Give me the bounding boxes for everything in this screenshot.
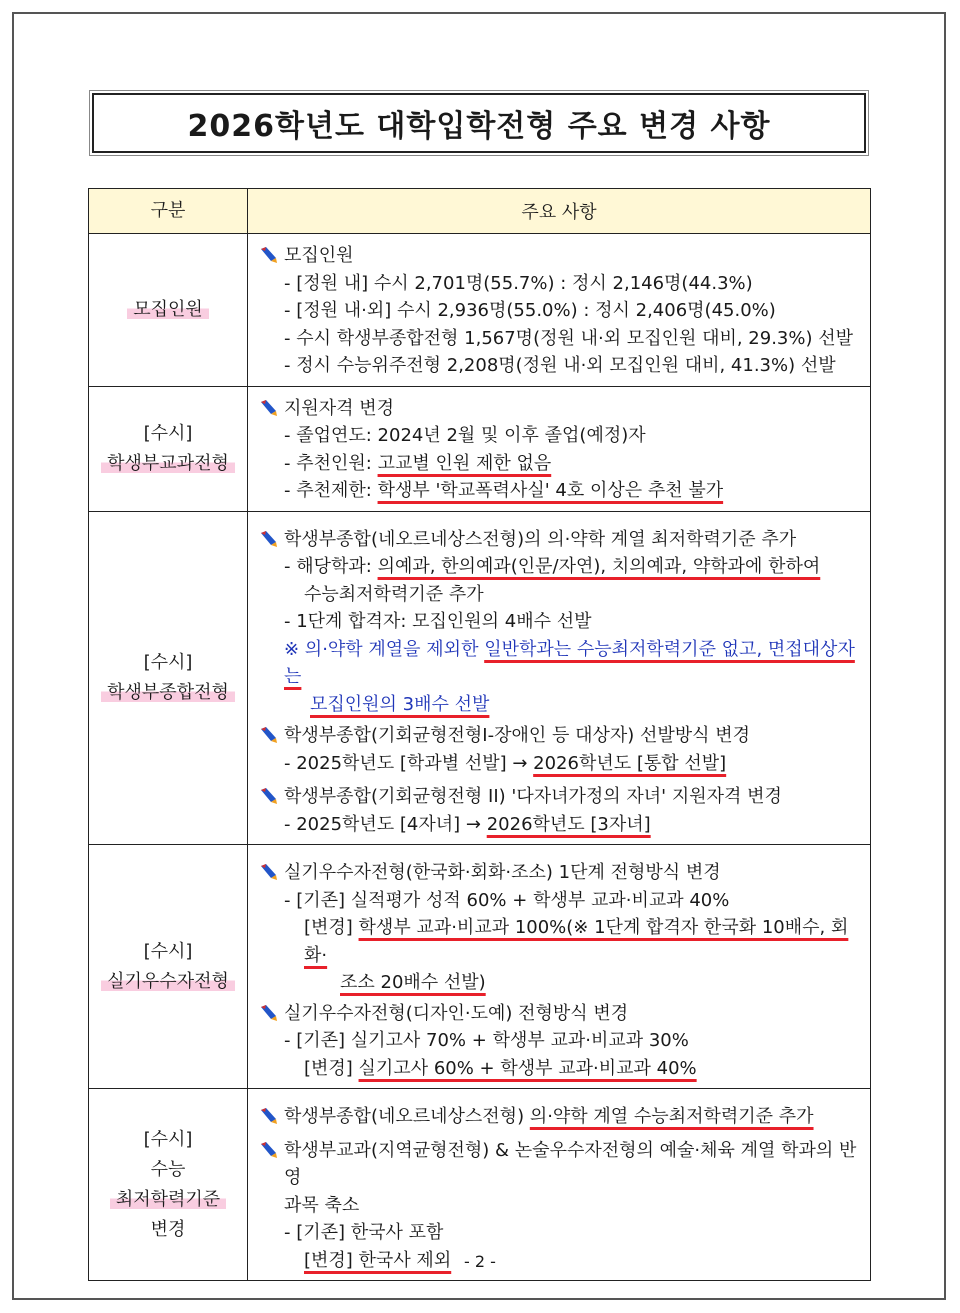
category-label: 변경 bbox=[150, 1218, 186, 1240]
underlined-text: 모집인원의 3배수 선발 bbox=[310, 693, 490, 715]
item-line: - [정원 내·외] 수시 2,936명(55.0%) : 정시 2,406명(45.0%) bbox=[284, 300, 776, 321]
pencil-icon bbox=[258, 399, 278, 417]
header-content: 주요 사항 bbox=[248, 189, 871, 234]
item-heading-cont: 과목 축소 bbox=[284, 1194, 360, 1216]
item-heading: 학생부종합(기회균형전형 II) '다자녀가정의 자녀' 지원자격 변경 bbox=[284, 786, 782, 807]
item-line bbox=[284, 914, 862, 969]
item-line bbox=[284, 811, 862, 839]
content-cell bbox=[248, 845, 871, 1089]
item-line bbox=[284, 969, 862, 997]
category-label: 실기우수자전형 bbox=[101, 971, 235, 992]
line-prefix: [변경] bbox=[304, 1057, 359, 1079]
page-title: 2026학년도 대학입학전형 주요 변경 사항 bbox=[187, 109, 771, 144]
category-label: 최저학력기준 bbox=[110, 1189, 226, 1210]
category-cell bbox=[89, 386, 248, 511]
pencil-icon bbox=[258, 246, 278, 264]
item-line: 수능최저학력기준 추가 bbox=[304, 583, 484, 605]
line-prefix: - 추천제한: bbox=[284, 480, 378, 501]
item-line bbox=[284, 477, 862, 505]
category-label: [수시] bbox=[143, 1128, 193, 1150]
item-line bbox=[284, 553, 862, 581]
line-prefix: - 2025학년도 [학과별 선발] → bbox=[284, 752, 534, 774]
line-prefix: - 추천인원: bbox=[284, 452, 378, 474]
underlined-text: 학생부 '학교폭력사실' 4호 이상은 추천 불가 bbox=[377, 480, 724, 501]
category-cell bbox=[89, 234, 248, 387]
content-cell bbox=[248, 511, 871, 845]
item-heading: 지원자격 변경 bbox=[284, 397, 395, 419]
item-heading: 모집인원 bbox=[284, 245, 354, 266]
note-prefix: ※ 의·약학 계열을 제외한 bbox=[284, 638, 485, 660]
underlined-text: [변경] 한국사 제외 bbox=[304, 1249, 452, 1271]
table-row bbox=[89, 511, 871, 845]
category-label: 학생부교과전형 bbox=[101, 453, 235, 474]
underlined-text: 고교별 인원 제한 없음 bbox=[377, 452, 552, 474]
category-label: 모집인원 bbox=[127, 299, 209, 320]
line-prefix: - 해당학과: bbox=[284, 556, 378, 577]
page-number: - 2 - bbox=[464, 1252, 496, 1271]
heading-prefix: 학생부종합(네오르네상스전형) bbox=[284, 1106, 530, 1127]
item-heading bbox=[284, 1103, 862, 1131]
table-row bbox=[89, 386, 871, 511]
item-line: - 1단계 합격자: 모집인원의 4배수 선발 bbox=[284, 611, 592, 632]
item-line: - [정원 내] 수시 2,701명(55.7%) : 정시 2,146명(44.3%) bbox=[284, 272, 753, 294]
pencil-icon bbox=[258, 787, 278, 805]
list-item bbox=[258, 1103, 862, 1131]
item-line: - [기존] 실적평가 성적 60% + 학생부 교과·비교과 40% bbox=[284, 889, 730, 911]
line-prefix: [변경] bbox=[304, 917, 359, 938]
underlined-text: 일반학과는 수능최저학력기준 없고, 면접대상자는 bbox=[284, 638, 855, 687]
content-cell bbox=[248, 386, 871, 511]
item-heading: 학생부종합(기회균형전형I-장애인 등 대상자) 선발방식 변경 bbox=[284, 725, 751, 746]
category-label: [수시] bbox=[143, 940, 193, 962]
item-line: - [기존] 실기고사 70% + 학생부 교과·비교과 30% bbox=[284, 1030, 689, 1051]
item-heading: 실기우수자전형(디자인·도예) 전형방식 변경 bbox=[284, 1002, 629, 1024]
item-heading: 학생부종합(네오르네상스전형)의 의·약학 계열 최저학력기준 추가 bbox=[284, 528, 797, 550]
table-header-row bbox=[89, 189, 871, 234]
item-line bbox=[284, 1055, 862, 1083]
underlined-text: 2026학년도 [통합 선발] bbox=[533, 752, 727, 774]
header-category: 구분 bbox=[89, 189, 248, 234]
item-heading: 학생부교과(지역균형전형) & 논술우수자전형의 예술·체육 계열 학과의 반영 bbox=[284, 1139, 857, 1188]
list-item bbox=[258, 395, 862, 505]
category-label: 학생부종합전형 bbox=[101, 682, 235, 703]
item-line bbox=[284, 750, 862, 778]
note-line bbox=[284, 691, 862, 719]
category-cell bbox=[89, 511, 248, 845]
underlined-text: 의·약학 계열 수능최저학력기준 추가 bbox=[529, 1106, 814, 1127]
pencil-icon bbox=[258, 530, 278, 548]
pencil-icon bbox=[258, 1004, 278, 1022]
list-item bbox=[258, 722, 862, 777]
category-label: 수능 bbox=[150, 1158, 186, 1180]
list-item bbox=[258, 859, 862, 997]
item-line: - 정시 수능위주전형 2,208명(정원 내·외 모집인원 대비, 41.3%) 선발 bbox=[284, 355, 836, 376]
table-row bbox=[89, 234, 871, 387]
pencil-icon bbox=[258, 1141, 278, 1159]
item-line bbox=[284, 450, 862, 478]
category-label: [수시] bbox=[143, 651, 193, 673]
list-item bbox=[258, 1000, 862, 1083]
item-line: - [기존] 한국사 포함 bbox=[284, 1222, 444, 1243]
category-label: [수시] bbox=[143, 422, 193, 444]
item-heading: 실기우수자전형(한국화·회화·조소) 1단계 전형방식 변경 bbox=[284, 862, 721, 883]
title-box bbox=[92, 93, 866, 153]
underlined-text: 2026학년도 [3자녀] bbox=[486, 813, 651, 835]
content-cell bbox=[248, 234, 871, 387]
underlined-text: 의예과, 한의예과(인문/자연), 치의예과, 약학과에 한하여 bbox=[377, 556, 821, 577]
item-line: - 졸업연도: 2024년 2월 및 이후 졸업(예정)자 bbox=[284, 425, 646, 446]
list-item bbox=[258, 783, 862, 838]
pencil-icon bbox=[258, 726, 278, 744]
changes-table bbox=[88, 188, 871, 1281]
pencil-icon bbox=[258, 1107, 278, 1125]
underlined-text: 학생부 교과·비교과 100%(※ 1단계 합격자 한국화 10배수, 회화· bbox=[304, 917, 849, 966]
table-row bbox=[89, 845, 871, 1089]
pencil-icon bbox=[258, 863, 278, 881]
category-cell bbox=[89, 845, 248, 1089]
line-prefix: - 2025학년도 [4자녀] → bbox=[284, 813, 487, 835]
item-line: - 수시 학생부종합전형 1,567명(정원 내·외 모집인원 대비, 29.3%) 선발 bbox=[284, 327, 854, 349]
note-line bbox=[284, 636, 862, 691]
underlined-text: 실기고사 60% + 학생부 교과·비교과 40% bbox=[358, 1057, 697, 1079]
underlined-text: 조소 20배수 선발) bbox=[340, 972, 486, 993]
list-item bbox=[258, 242, 862, 380]
list-item bbox=[258, 526, 862, 719]
